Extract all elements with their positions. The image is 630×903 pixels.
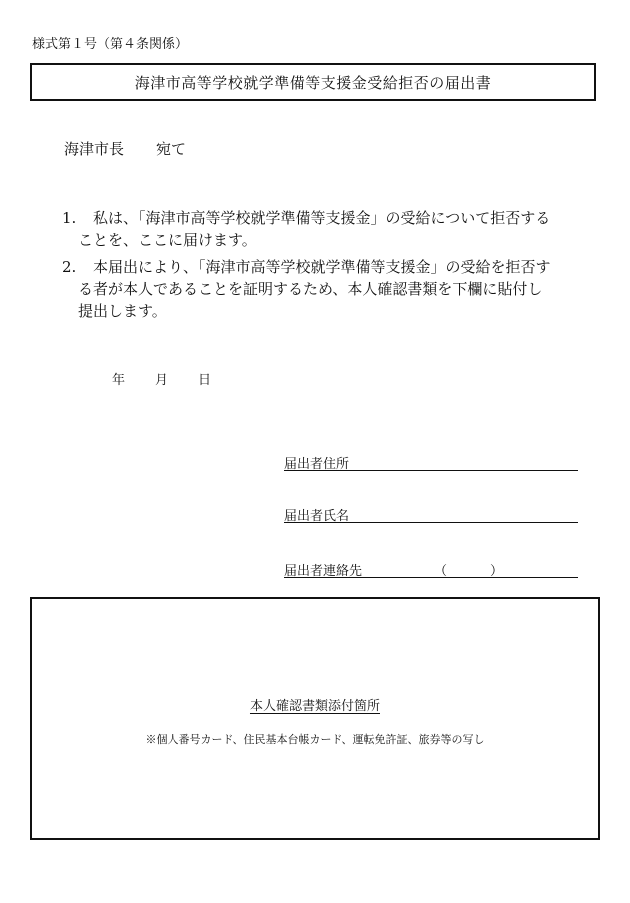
contact-field[interactable]	[284, 560, 578, 578]
statement-2	[62, 256, 582, 322]
contact-paren-close: ）	[490, 564, 504, 579]
date-day-label: 日	[198, 373, 212, 388]
date-month-label: 月	[155, 373, 169, 388]
name-field[interactable]	[284, 505, 578, 523]
date-row	[112, 369, 211, 388]
addressee-name: 海津市長	[64, 140, 125, 158]
attachment-note: ※個人番号カード、住民基本台帳カード、運転免許証、旅券等の写し	[145, 733, 485, 746]
attachment-title-row	[32, 695, 598, 714]
statement-2-text-3: 提出します。	[78, 302, 167, 320]
statement-2-text-2: る者が本人であることを証明するため、本人確認書類を下欄に貼付し	[78, 280, 543, 298]
contact-label: 届出者連絡先	[284, 564, 363, 579]
addressee	[64, 138, 186, 159]
statement-2-text-1: 本届出により、「海津市高等学校就学準備等支援金」の受給を拒否す	[93, 258, 551, 276]
form-number: 様式第１号（第４条関係）	[32, 37, 189, 52]
statement-2-line-1	[62, 256, 582, 278]
statement-2-number: 2.	[62, 258, 77, 276]
statement-1-line-1	[62, 207, 582, 229]
date-year-label: 年	[112, 373, 126, 388]
statement-1-text-1: 私は、「海津市高等学校就学準備等支援金」の受給について拒否する	[93, 209, 551, 227]
attachment-box	[30, 597, 600, 840]
addressee-suffix: 宛て	[156, 140, 187, 158]
statement-1	[62, 207, 582, 251]
name-label: 届出者氏名	[284, 509, 350, 524]
statement-1-number: 1.	[62, 209, 77, 227]
statement-1-text-2: ことを、ここに届けます。	[78, 231, 257, 249]
contact-paren-open: （	[434, 564, 448, 579]
title-box	[30, 63, 596, 101]
document-title: 海津市高等学校就学準備等支援金受給拒否の届出書	[134, 73, 492, 92]
address-label: 届出者住所	[284, 457, 350, 472]
attachment-title: 本人確認書類添付箇所	[249, 699, 380, 714]
address-field[interactable]	[284, 453, 578, 471]
